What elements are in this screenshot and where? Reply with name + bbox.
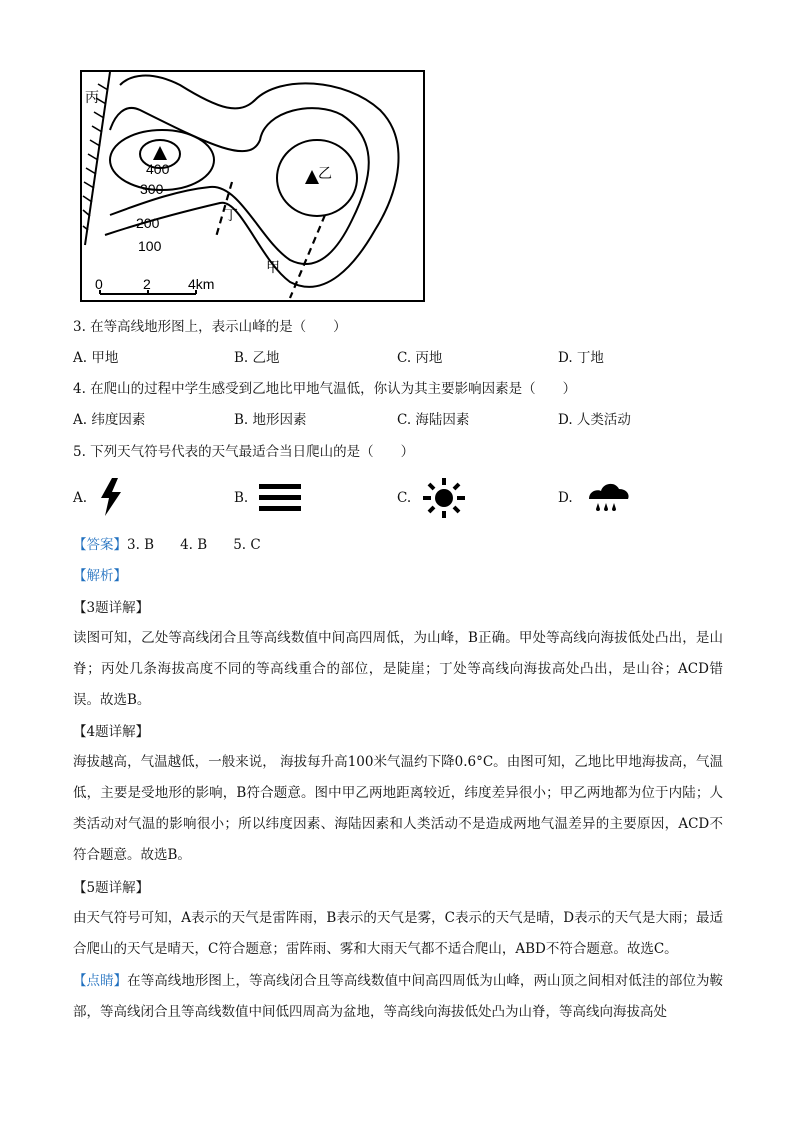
heavy-rain-icon (585, 481, 631, 513)
detail-5-body: 由天气符号可知，A表示的天气是雷阵雨，B表示的天气是雾，C表示的天气是晴，D表示的天气是大雨；最适合爬山的天气是晴天，C符合题意；雷阵雨、雾和大雨天气都不适合爬山，ABD不符合题意。故选C。 (73, 910, 723, 957)
label-bing: 丙 (85, 90, 99, 106)
detail-4-title: 【4题详解】 (73, 724, 150, 740)
detail-4-body: 海拔越高，气温越低，一般来说， 海拔每升高100米气温约下降0.6°C。由图可知，乙地比甲地海拔高，气温低，主要是受地形的影响，B符合题意。图中甲乙两地距离较近，纬度差异很小；甲乙两地都为位于内陆；人类活动对气温的影响很小；所以纬度因素、海陆因素和人类活动不是造成两地气温差异的主要原因，ACD不符合题意。故选B。 (73, 754, 723, 863)
contour-label-300: 300 (140, 181, 164, 197)
contour-label-100: 100 (138, 238, 162, 254)
answer-item-3: 3. B (127, 537, 155, 553)
sun-icon (421, 478, 467, 518)
question-3-option-a: A. 甲地 (73, 350, 119, 366)
question-3-stem: 3. 在等高线地形图上，表示山峰的是（ ） (73, 319, 347, 335)
lightning-icon (98, 478, 124, 516)
question-3-option-b: B. 乙地 (234, 350, 280, 366)
detail-5-title: 【5题详解】 (73, 880, 150, 896)
tip-body: 在等高线地形图上，等高线闭合且等高线数值中间高四周低为山峰，两山顶之间相对低洼的部位为鞍部，等高线闭合且等高线数值中间低四周高为盆地，等高线向海拔低处凸为山脊，等高线向海拔高处 (73, 973, 724, 1020)
label-yi: 乙 (318, 166, 332, 182)
detail-3-body: 读图可知，乙处等高线闭合且等高线数值中间高四周低，为山峰，B正确。甲处等高线向海拔低处凸出，是山脊；丙处几条海拔高度不同的等高线重合的部位，是陡崖；丁处等高线向海拔高处凸出，是山谷；ACD错误。故选B。 (73, 630, 723, 708)
question-5-stem: 5. 下列天气符号代表的天气最适合当日爬山的是（ ） (73, 444, 415, 460)
question-4-stem: 4. 在爬山的过程中学生感受到乙地比甲地气温低，你认为其主要影响因素是（ ） (73, 381, 577, 397)
answer-label: 【答案】 (73, 537, 127, 553)
question-5-option-b: B. (234, 490, 249, 506)
question-3-option-c: C. 丙地 (397, 350, 443, 366)
question-3-option-d: D. 丁地 (558, 350, 604, 366)
question-4-option-d: D. 人类活动 (558, 412, 631, 428)
question-5-option-a: A. (73, 490, 88, 506)
scale-label-0: 0 (95, 276, 103, 292)
question-5-option-d: D. (558, 490, 573, 506)
contour-label-400: 400 (146, 161, 170, 177)
scale-label-2: 2 (143, 276, 151, 292)
label-ding: 丁 (224, 208, 238, 224)
answer-item-5: 5. C (233, 537, 261, 553)
question-4-option-c: C. 海陆因素 (397, 412, 470, 428)
question-4-option-b: B. 地形因素 (234, 412, 307, 428)
analysis-label: 【解析】 (73, 568, 127, 584)
answer-item-4: 4. B (180, 537, 208, 553)
fog-icon (259, 484, 301, 512)
label-jia: 甲 (266, 260, 280, 276)
tip-paragraph (73, 966, 723, 1028)
contour-map (80, 70, 425, 302)
question-4-option-a: A. 纬度因素 (73, 412, 146, 428)
contour-label-200: 200 (136, 215, 160, 231)
detail-3-title: 【3题详解】 (73, 600, 150, 616)
answer-line (73, 536, 261, 554)
scale-label-4km: 4km (188, 276, 215, 292)
map-frame (81, 71, 424, 301)
question-5-option-c: C. (397, 490, 412, 506)
tip-label: 【点睛】 (73, 973, 128, 989)
